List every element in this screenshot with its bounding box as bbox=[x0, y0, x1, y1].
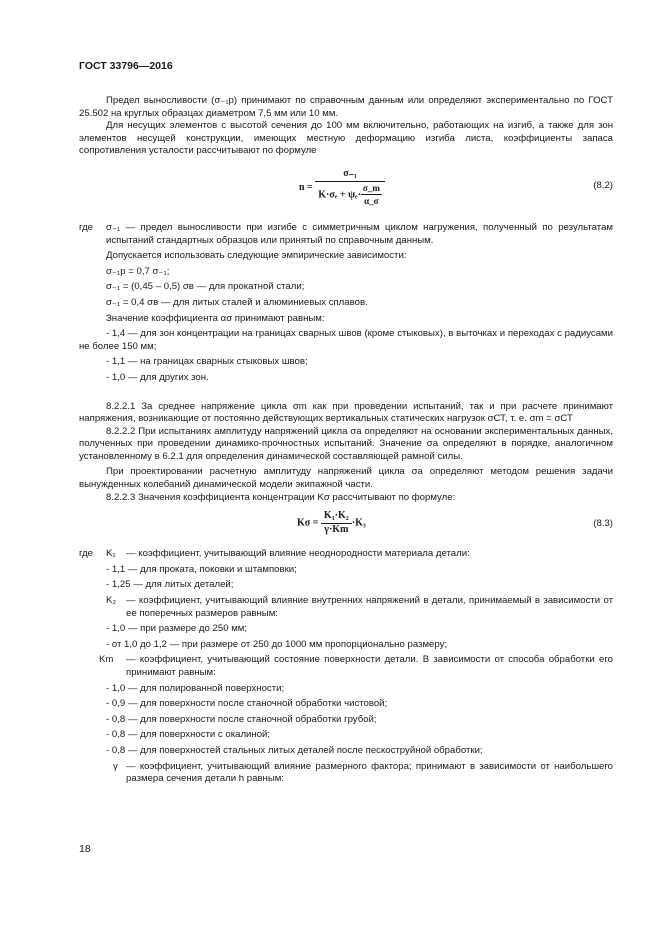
page-number: 18 bbox=[79, 843, 91, 855]
list-dash: - bbox=[106, 682, 112, 694]
km-list-item bbox=[79, 714, 613, 727]
formula-8-3-body bbox=[297, 510, 366, 536]
list-dash: - bbox=[106, 623, 112, 635]
formula-8-3-number: (8.3) bbox=[593, 518, 613, 530]
list-dash: - bbox=[106, 356, 112, 368]
formula-8-2-numerator: σ₋₁ bbox=[315, 168, 385, 182]
formula-8-2-denominator bbox=[315, 182, 385, 208]
alpha-list-item bbox=[79, 328, 613, 353]
list-dash: - bbox=[106, 371, 112, 383]
list-dash: - bbox=[106, 744, 112, 756]
km-list-item bbox=[79, 683, 613, 696]
formula-8-3-tail: ·K₃ bbox=[351, 517, 366, 529]
k1-list-item bbox=[79, 579, 613, 592]
document-body bbox=[79, 95, 613, 786]
formula-8-3-numerator: K₁·K₂ bbox=[321, 510, 352, 524]
km-list-item-text: 0,8 — для поверхности после станочной обработки грубой; bbox=[111, 713, 377, 725]
k1-list-item-text: 1,1 — для проката, поковки и штамповки; bbox=[111, 563, 297, 575]
formula-8-2-den-lead: K bbox=[318, 188, 327, 200]
definition-k2 bbox=[79, 595, 613, 620]
section-8-2-2-3: 8.2.2.3 Значения коэффициента концентрации Kσ рассчитывают по формуле: bbox=[106, 491, 456, 503]
k1-list-item-text: 1,25 — для литых деталей; bbox=[111, 579, 234, 591]
definition-sigma bbox=[79, 222, 613, 247]
definition-k1 bbox=[79, 548, 613, 561]
definition-gamma bbox=[79, 761, 613, 786]
list-dash: - bbox=[106, 713, 112, 725]
formula-8-3 bbox=[79, 510, 613, 542]
formula-8-2-number: (8.2) bbox=[593, 179, 613, 191]
definition-k1-text: — коэффициент, учитывающий влияние неоднородности материала детали: bbox=[126, 548, 470, 560]
km-list-item-text: 0,9 — для поверхности после станочной обработки чистовой; bbox=[111, 698, 388, 710]
standard-code-header: ГОСТ 33796—2016 bbox=[79, 60, 173, 72]
paragraph-empirical-intro: Допускается использовать следующие эмпирические зависимости: bbox=[106, 250, 407, 262]
section-8-2-2-1: 8.2.2.1 За среднее напряжение цикла σm как при проведении испытаний, так и при расчете принимают напряжения, возникающие от постоянно действующих вертикальных статических нагрузок σСТ, т. е. σm = σСТ bbox=[79, 400, 613, 425]
formula-8-2-lhs: n = bbox=[299, 182, 313, 194]
definition-sigma-text: — предел выносливости при изгибе с симметричным циклом нагружения, полученный по результатам испытаний стандартных образцов или принятый по справочным данным. bbox=[106, 221, 614, 246]
definition-k2-text: — коэффициент, учитывающий влияние внутренних напряжений в детали, принимаемый в зависимости от ее поперечных размеров равным: bbox=[126, 595, 613, 619]
list-dash: - bbox=[106, 579, 112, 591]
definition-km bbox=[79, 654, 613, 679]
alpha-list-item-text: 1,4 — для зон концентрации на границах сварных швов (кроме стыковых), в выточках и переходах с радиусами не более 150 мм; bbox=[79, 328, 613, 352]
k2-list-item-text: от 1,0 до 1,2 — при размере от 250 до 1000 мм пропорционально размеру; bbox=[111, 638, 448, 650]
definition-sigma-symbol: σ₋₁ bbox=[106, 221, 121, 233]
where-word: где bbox=[79, 548, 94, 560]
k2-list-item bbox=[79, 623, 613, 636]
km-list-item bbox=[79, 745, 613, 758]
list-dash: - bbox=[106, 328, 112, 340]
formula-8-2-den-rest: ·σₑ + ψₑ· bbox=[326, 188, 361, 200]
alpha-list-item-text: 1,1 — на границах сварных стыковых швов; bbox=[111, 356, 308, 368]
formula-8-3-denominator: γ·Km bbox=[324, 523, 349, 535]
paragraph-design: При проектировании расчетную амплитуду напряжений цикла σа определяют методом решения задачи вынужденных колебаний динамической модели экипажной части. bbox=[79, 466, 613, 491]
definition-k2-symbol: K₂ bbox=[106, 595, 117, 607]
formula-8-2-fraction bbox=[315, 168, 385, 208]
definition-km-text: — коэффициент, учитывающий состояние поверхности детали. В зависимости от способа обработки его принимают равным: bbox=[126, 654, 613, 678]
km-list-item-text: 0,8 — для поверхности с окалиной; bbox=[111, 729, 271, 741]
where-word: где bbox=[79, 221, 94, 233]
formula-8-3-fraction bbox=[321, 510, 352, 536]
definition-gamma-symbol: γ bbox=[113, 760, 118, 772]
paragraph-bending-elements: Для несущих элементов с высотой сечения до 100 мм включительно, работающих на изгиб, а также для зон элементов несущей конструкции, имеющих местную деформацию изгиба листа, коэффициенты запаса сопротивления усталости рассчитывают по формуле bbox=[79, 120, 613, 157]
km-list-item-text: 0,8 — для поверхностей стальных литых деталей после пескоструйной обработки; bbox=[111, 744, 483, 756]
list-dash: - bbox=[106, 638, 112, 650]
list-dash: - bbox=[106, 729, 112, 741]
empirical-relation-2: σ₋₁ = (0,45 – 0,5) σв — для прокатной стали; bbox=[106, 281, 305, 293]
paragraph-endurance-limit: Предел выносливости (σ₋₁р) принимают по справочным данным или определяют экспериментально по ГОСТ 25.502 на круглых образцах диаметром 7,5 мм или 10 мм. bbox=[79, 95, 613, 119]
formula-8-2-small-fraction bbox=[361, 182, 382, 208]
km-list-item bbox=[79, 698, 613, 711]
k2-list-item-text: 1,0 — при размере до 250 мм; bbox=[111, 623, 248, 635]
empirical-relation-3: σ₋₁ = 0,4 σв — для литых сталей и алюминиевых сплавов. bbox=[106, 296, 368, 308]
alpha-list-item bbox=[79, 356, 613, 369]
formula-8-2 bbox=[79, 168, 613, 214]
definition-k1-symbol: K₁ bbox=[106, 548, 116, 560]
alpha-list-item-text: 1,0 — для других зон. bbox=[111, 371, 209, 383]
paragraph-alpha-intro: Значение коэффициента ασ принимают равным: bbox=[106, 312, 325, 324]
k2-list-item bbox=[79, 639, 613, 652]
empirical-relation-1: σ₋₁р = 0,7 σ₋₁; bbox=[106, 265, 170, 277]
definition-gamma-text: — коэффициент, учитывающий влияние размерного фактора; принимают в зависимости от наибольшего размера сечения детали h равным: bbox=[126, 760, 613, 785]
km-list-item bbox=[79, 729, 613, 742]
definition-km-symbol: Km bbox=[99, 654, 114, 666]
formula-8-2-body bbox=[299, 168, 385, 208]
list-dash: - bbox=[106, 698, 112, 710]
formula-8-3-lhs: Kσ = bbox=[297, 517, 319, 529]
definition-sigma-line bbox=[106, 222, 613, 247]
list-dash: - bbox=[106, 563, 112, 575]
alpha-list-item bbox=[79, 372, 613, 385]
formula-8-2-small-den: α_σ bbox=[364, 196, 379, 207]
k1-list-item bbox=[79, 564, 613, 577]
section-8-2-2-2: 8.2.2.2 При испытаниях амплитуду напряжений цикла σа определяют на основании экспериментальных данных, полученных при проведении динамико-прочностных испытаний. Значение σа определяют в порядке, аналогичном установленному в 6.2.1 для определения динамической составляющей рамной силы. bbox=[79, 425, 613, 462]
km-list-item-text: 1,0 — для полированной поверхности; bbox=[111, 682, 285, 694]
formula-8-2-small-num: σ_m bbox=[361, 182, 382, 196]
